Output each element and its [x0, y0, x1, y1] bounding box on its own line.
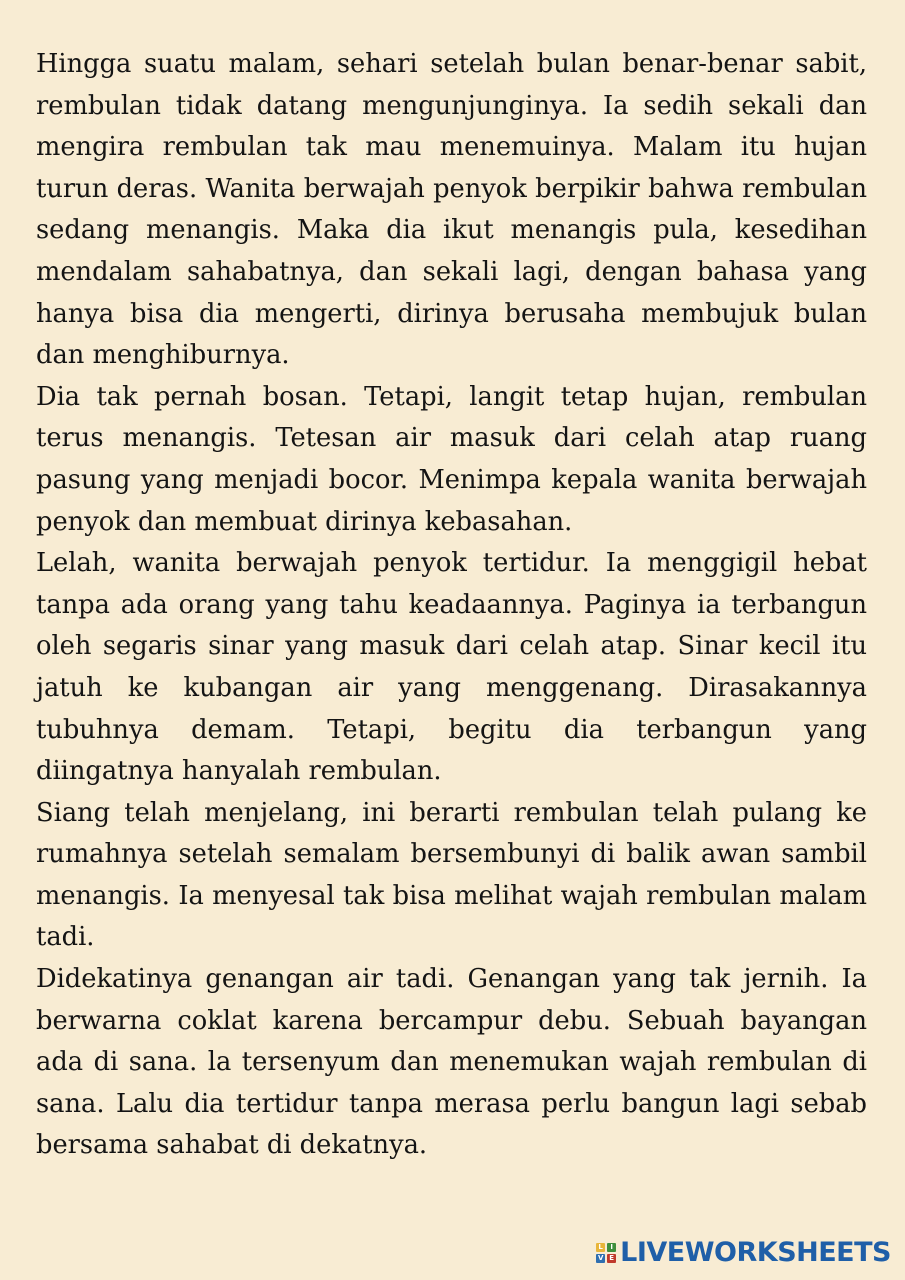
paragraph-5: Didekatinya genangan air tadi. Genangan yang tak jernih. Ia berwarna coklat karena bercampur debu. Sebuah bayangan ada di sana. la tersenyum dan menemukan wajah rembulan di sana. Lalu dia tertidur tanpa merasa perlu bangun lagi sebab bersama sahabat di dekatnya. [36, 964, 867, 1161]
story-text [36, 44, 867, 1167]
logo-letter: I [607, 1243, 616, 1252]
paragraph-3: Lelah, wanita berwajah penyok tertidur. Ia menggigil hebat tanpa ada orang yang tahu keadaannya. Paginya ia terbangun oleh segaris sinar yang masuk dari celah atap. Sinar kecil itu jatuh ke kubangan air yang menggenang. Dirasakannya tubuhnya demam. Tetapi, begitu dia terbangun yang diingatnya hanyalah rembulan. [36, 548, 867, 787]
logo-icon [596, 1243, 616, 1263]
logo-letter: V [597, 1253, 604, 1262]
paragraph-2: Dia tak pernah bosan. Tetapi, langit tetap hujan, rembulan terus menangis. Tetesan air masuk dari celah atap ruang pasung yang menjadi bocor. Menimpa kepala wanita berwajah penyok dan membuat dirinya kebasahan. [36, 381, 867, 537]
paragraph-1: Hingga suatu malam, sehari setelah bulan benar-benar sabit, rembulan tidak datang mengunjunginya. Ia sedih sekali dan mengira rembulan tak mau menemuinya. Malam itu hujan turun deras. Wanita berwajah penyok berpikir bahwa rembulan sedang menangis. Maka dia ikut menangis pula, kesedihan mendalam sahabatnya, dan sekali lagi, dengan bahasa yang hanya bisa dia mengerti, dirinya berusaha membujuk bulan dan menghiburnya. [36, 49, 867, 371]
logo-letter: L [596, 1243, 605, 1252]
logo-letter: E [607, 1254, 616, 1263]
liveworksheets-logo [596, 1237, 891, 1268]
paragraph-4: Siang telah menjelang, ini berarti rembulan telah pulang ke rumahnya setelah semalam bersembunyi di balik awan sambil menangis. Ia menyesal tak bisa melihat wajah rembulan malam tadi. [36, 797, 867, 953]
brand-name: LIVEWORKSHEETS [620, 1237, 891, 1268]
